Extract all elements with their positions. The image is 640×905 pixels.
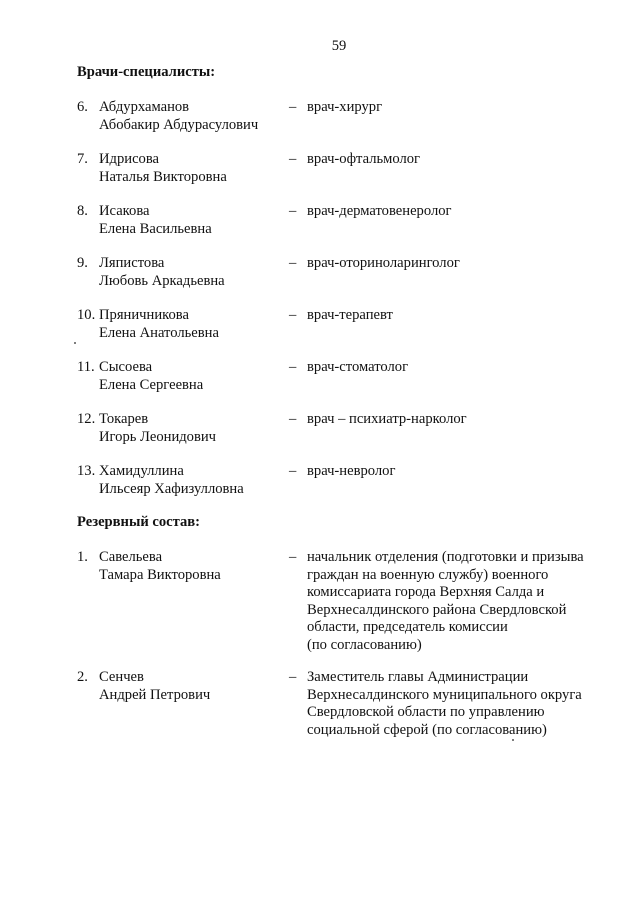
- item-number: 11.: [77, 359, 95, 375]
- person-name: Ляпистова Любовь Аркадьевна: [99, 255, 225, 289]
- section-title-specialists: Врачи-специалисты:: [77, 64, 216, 80]
- item-number: 8.: [77, 203, 88, 219]
- dash: –: [289, 669, 297, 685]
- person-name: Пряничникова Елена Анатольевна: [99, 307, 219, 341]
- person-role: врач-оториноларинголог: [307, 255, 460, 271]
- scan-speck: [512, 739, 514, 741]
- dash: –: [289, 151, 297, 167]
- page-number: 59: [331, 38, 347, 54]
- dash: –: [289, 411, 297, 427]
- item-number: 13.: [77, 463, 96, 479]
- person-role: врач-невролог: [307, 463, 396, 479]
- person-name: Идрисова Наталья Викторовна: [99, 151, 227, 185]
- person-name: Савельева Тамара Викторовна: [99, 549, 221, 583]
- person-role: врач – психиатр-нарколог: [307, 411, 467, 427]
- person-role: врач-стоматолог: [307, 359, 409, 375]
- item-number: 6.: [77, 99, 88, 115]
- item-number: 7.: [77, 151, 88, 167]
- dash: –: [289, 359, 297, 375]
- person-role: начальник отделения (подготовки и призыва граждан на военную службу) военного комиссариата города Верхняя Салда и Верхнесалдинского района Свердловской области, председатель комиссии (по согласованию): [307, 549, 584, 653]
- person-name: Сысоева Елена Сергеевна: [99, 359, 204, 393]
- item-number: 10.: [77, 307, 96, 323]
- dash: –: [289, 549, 297, 565]
- dash: –: [289, 307, 297, 323]
- person-name: Хамидуллина Ильсеяр Хафизулловна: [99, 463, 244, 497]
- dash: –: [289, 99, 297, 115]
- dash: –: [289, 463, 297, 479]
- person-role: врач-дерматовенеролог: [307, 203, 452, 219]
- person-role: Заместитель главы Администрации Верхнесалдинского муниципального округа Свердловской области по управлению социальной сферой (по согласованию): [307, 669, 582, 738]
- person-name: Токарев Игорь Леонидович: [99, 411, 217, 445]
- section-title-reserve: Резервный состав:: [77, 514, 201, 530]
- item-number: 12.: [77, 411, 96, 427]
- item-number: 9.: [77, 255, 88, 271]
- item-number: 1.: [77, 549, 88, 565]
- scan-speck: [74, 342, 76, 344]
- person-name: Исакова Елена Васильевна: [99, 203, 212, 237]
- dash: –: [289, 255, 297, 271]
- person-name: Абдурхаманов Абобакир Абдурасулович: [99, 99, 259, 133]
- item-number: 2.: [77, 669, 88, 685]
- person-role: врач-хирург: [307, 99, 383, 115]
- person-role: врач-офтальмолог: [307, 151, 421, 167]
- dash: –: [289, 203, 297, 219]
- person-role: врач-терапевт: [307, 307, 393, 323]
- person-name: Сенчев Андрей Петрович: [99, 669, 211, 703]
